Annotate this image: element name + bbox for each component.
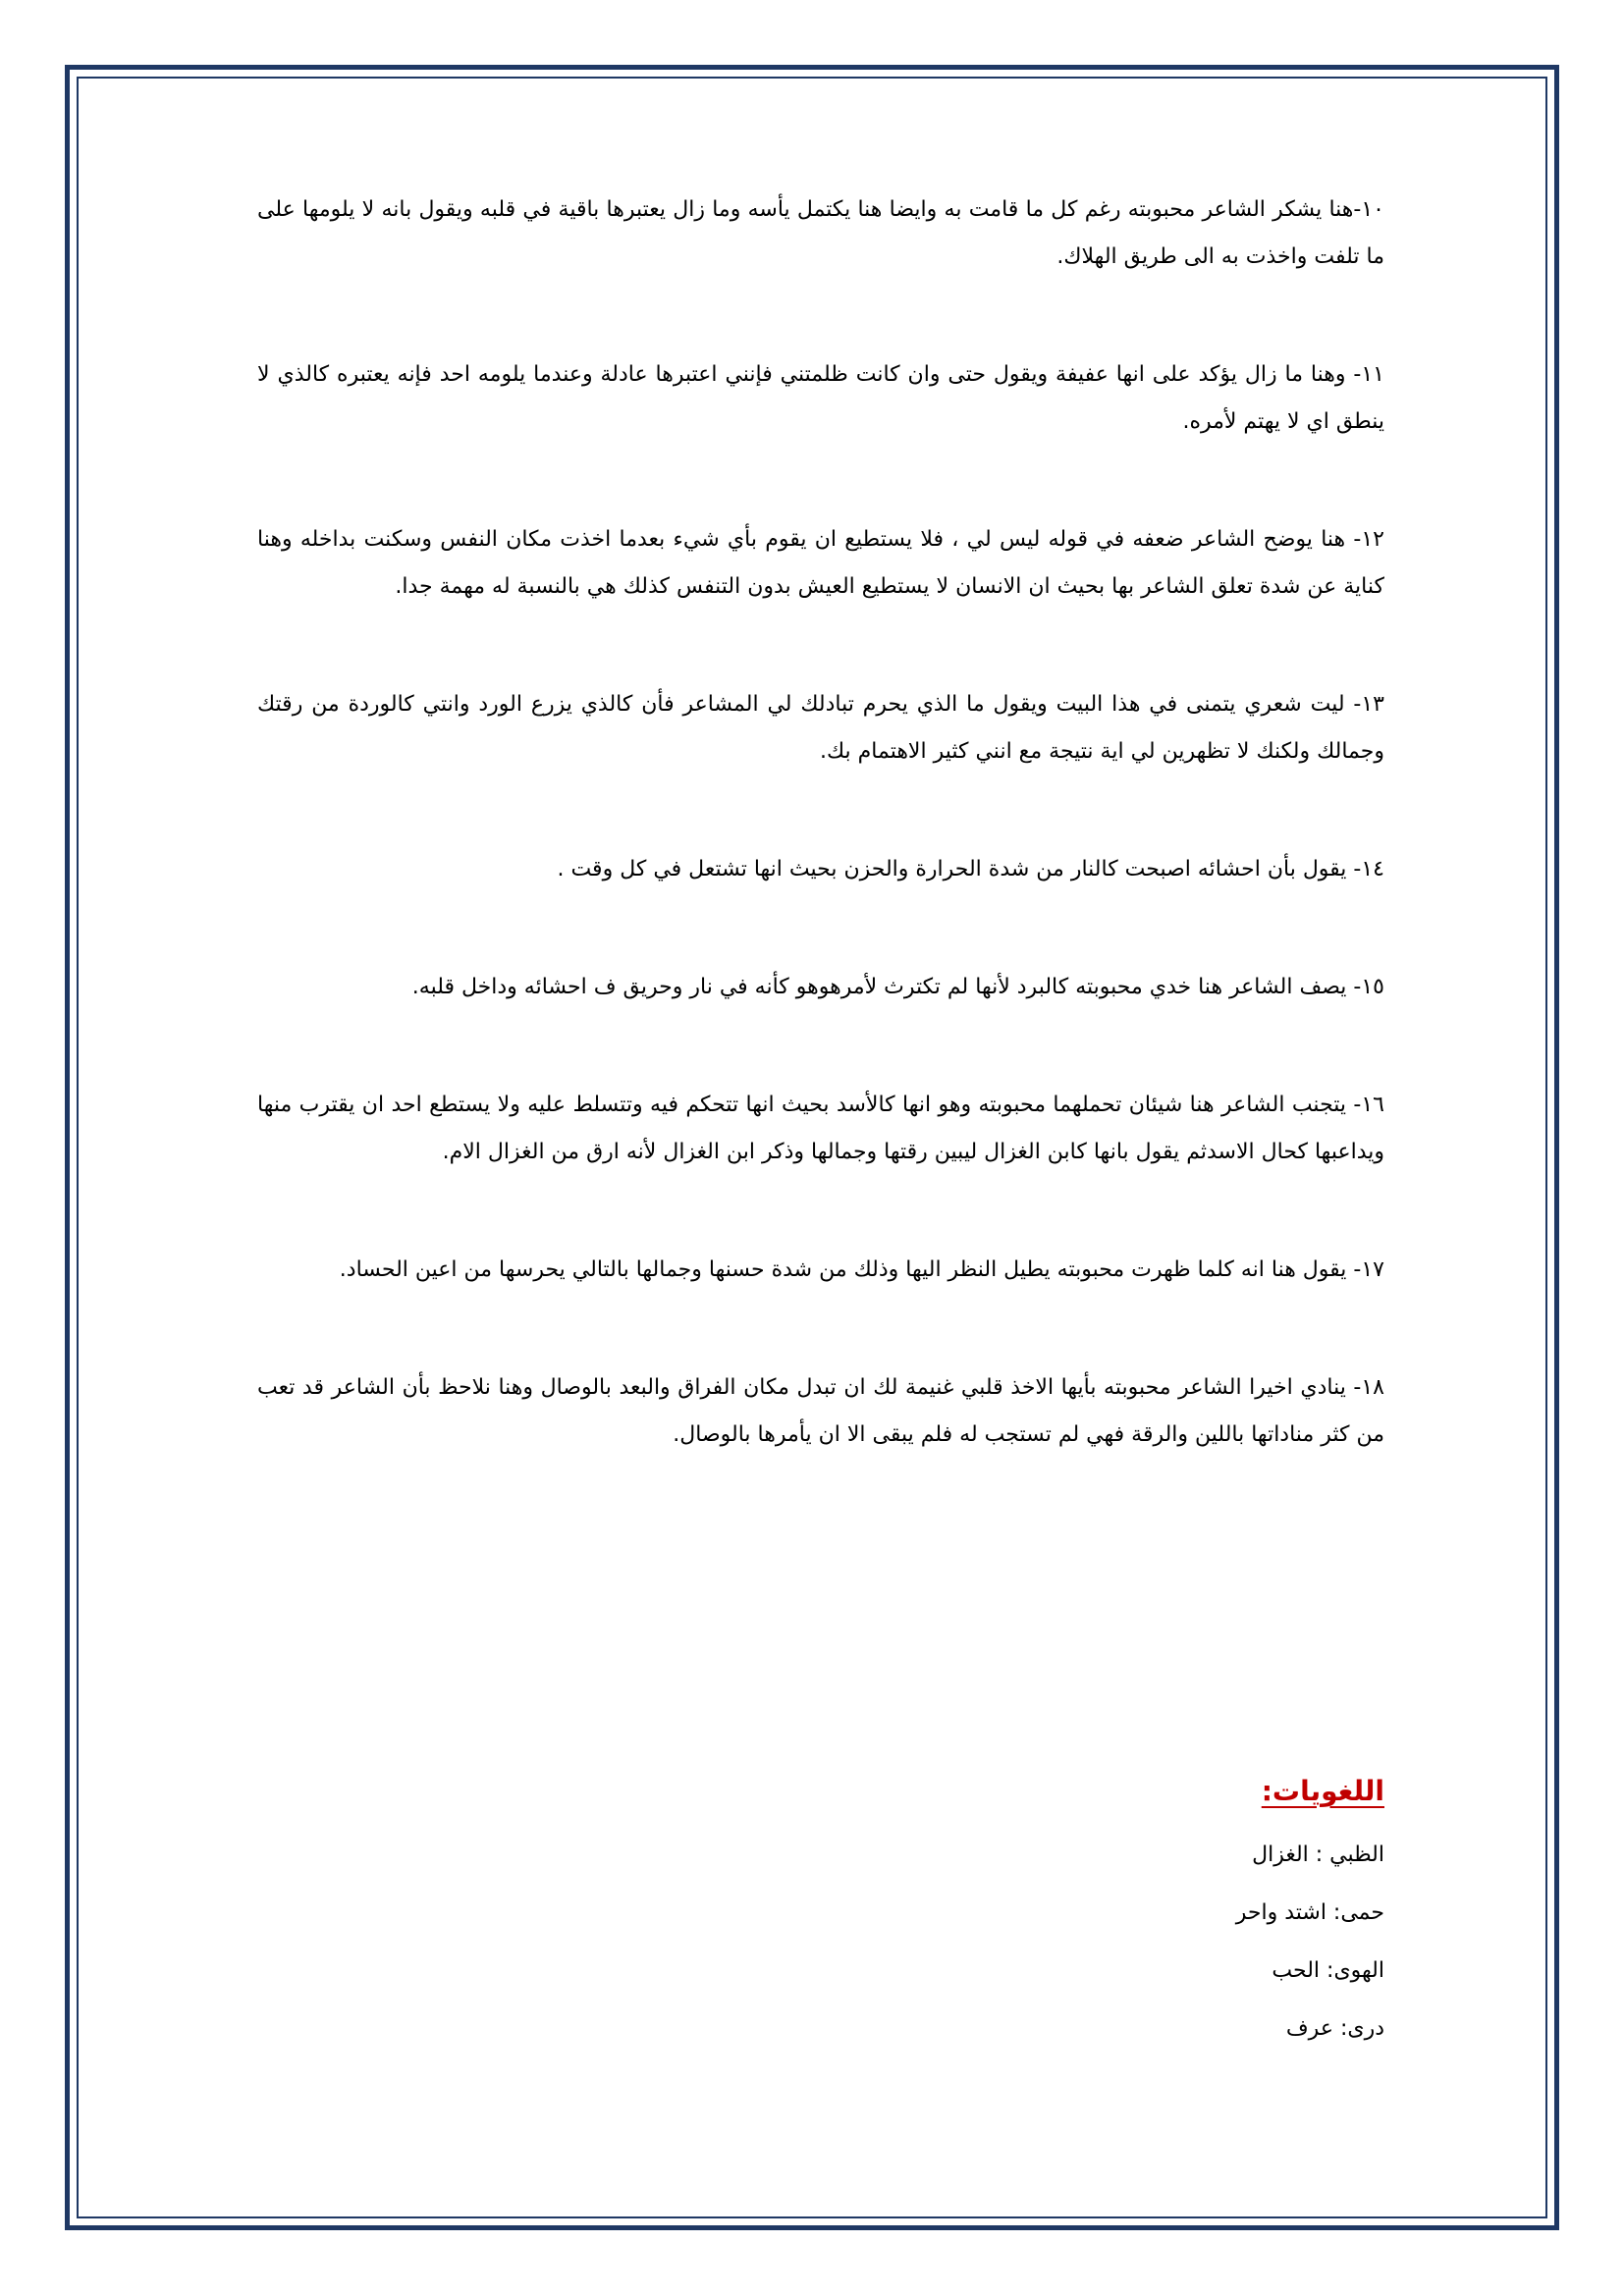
paragraph-15: ١٥- يصف الشاعر هنا خدي محبوبته كالبرد لأنها لم تكترث لأمرهوهو كأنه في نار وحريق ف احشائه وداخل قلبه. — [411, 975, 1384, 999]
glossary-title: اللغويات: — [1261, 1775, 1384, 1807]
document-body — [257, 187, 1384, 1529]
glossary-item: الظبي : الغزال — [1252, 1842, 1384, 1867]
glossary-item: حمى: اشتد واحر — [1235, 1900, 1384, 1925]
paragraph-10: ١٠-هنا يشكر الشاعر محبوبته رغم كل ما قامت به وايضا هنا يكتمل يأسه وما زال يعتبرها باقية في قلبه ويقول بانه لا يلومها على ما تلفت واخذت به الى طريق الهلاك. — [257, 197, 1384, 269]
paragraph-18: ١٨- ينادي اخيرا الشاعر محبوبته بأيها الاخذ قلبي غنيمة لك ان تبدل مكان الفراق والبعد بالوصال وهنا نلاحظ بأن الشاعر قد تعب من كثر مناداتها باللين والرقة فهي لم تستجب له فلم يبقى الا ان يأمرها بالوصال. — [257, 1375, 1384, 1447]
glossary-section — [1236, 1767, 1384, 2057]
glossary-item: درى: عرف — [1285, 2016, 1384, 2041]
paragraph-17: ١٧- يقول هنا انه كلما ظهرت محبوبته يطيل النظر اليها وذلك من شدة حسنها وجمالها بالتالي يحرسها من اعين الحساد. — [339, 1257, 1384, 1282]
paragraph-12: ١٢- هنا يوضح الشاعر ضعفه في قوله ليس لي ، فلا يستطيع ان يقوم بأي شيء بعدما اخذت مكان النفس وسكنت بداخله وهنا كناية عن شدة تعلق الشاعر بها بحيث ان الانسان لا يستطيع العيش بدون التنفس كذلك هي بالنسبة له مهمة جدا. — [257, 527, 1384, 599]
paragraph-13: ١٣- ليت شعري يتمنى في هذا البيت ويقول ما الذي يحرم تبادلك لي المشاعر فأن كالذي يزرع الورد وانتي كالوردة من رقتك وجمالك ولكنك لا تظهرين لي اية نتيجة مع انني كثير الاهتمام بك. — [257, 692, 1384, 764]
paragraph-14: ١٤- يقول بأن احشائه اصبحت كالنار من شدة الحرارة والحزن بحيث انها تشتعل في كل وقت . — [557, 857, 1384, 881]
paragraph-11: ١١- وهنا ما زال يؤكد على انها عفيفة ويقول حتى وان كانت ظلمتني فإنني اعتبرها عادلة وعندما يلومه احد فإنه يعتبره كالذي لا ينطق اي لا يهتم لأمره. — [257, 362, 1384, 434]
paragraph-16: ١٦- يتجنب الشاعر هنا شيئان تحملهما محبوبته وهو انها كالأسد بحيث انها تتحكم فيه وتتسلط عليه ولا يستطع احد ان يقترب منها ويداعبها كحال الاسدثم يقول بانها كابن الغزال ليبين رقتها وجمالها وذكر ابن الغزال لأنه ارق من الغزال الام. — [257, 1093, 1384, 1164]
glossary-item: الهوى: الحب — [1272, 1958, 1384, 1983]
